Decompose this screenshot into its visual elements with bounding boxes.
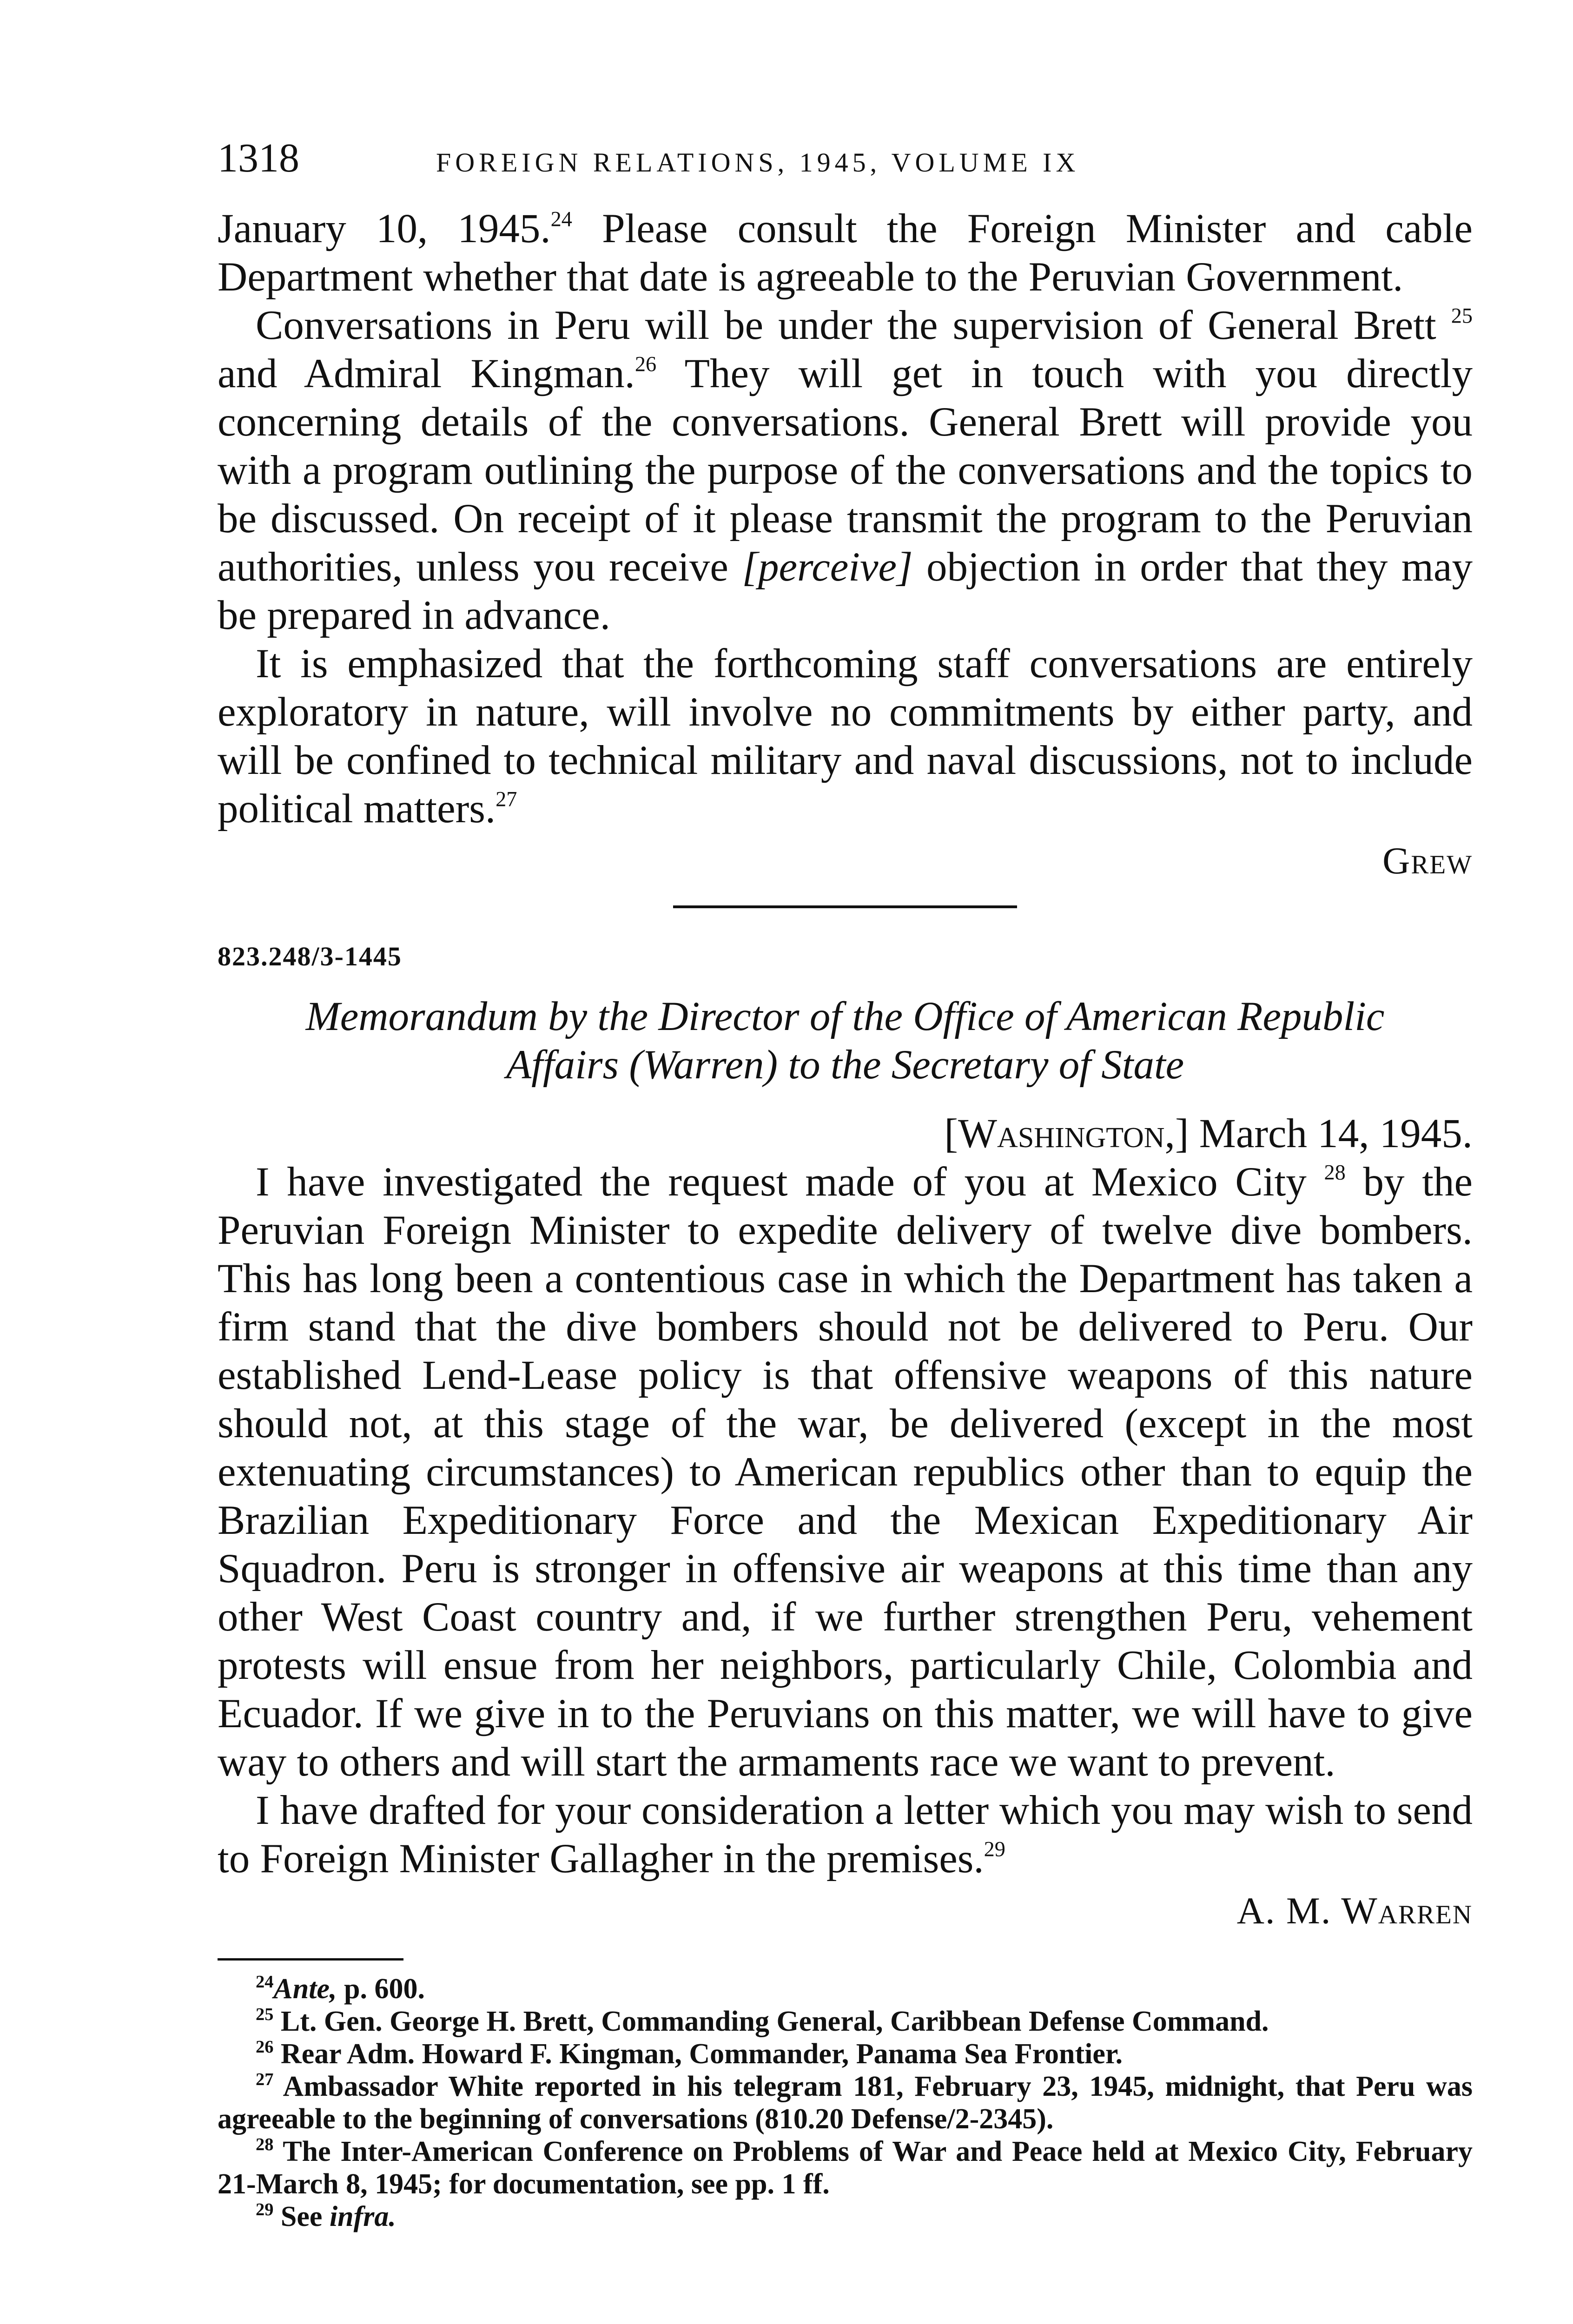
text-run: I have drafted for your consideration a letter which you may wish to send to Foreign Minister Gallagher in the premises. xyxy=(218,1788,1473,1882)
title-line-1: Memorandum by the Director of the Office of American Republic xyxy=(305,994,1385,1039)
footnote-25 xyxy=(218,2005,1473,2038)
text-run: and Admiral Kingman. xyxy=(218,351,635,396)
file-number: 823.248/3-1445 xyxy=(218,941,402,971)
document-title xyxy=(218,992,1473,1089)
footnote-24 xyxy=(218,1973,1473,2005)
memo-paragraph-1 xyxy=(218,1158,1473,1786)
footnote-italic: Ante, xyxy=(273,1973,337,2005)
footnote-ref: 26 xyxy=(634,352,657,376)
footnote-ref: 29 xyxy=(984,1837,1005,1862)
footnote-text: Ambassador White reported in his telegram 181, February 23, 1945, midnight, that Peru was agreeable to the beginning of conversations (810.20 Defense/2-2345). xyxy=(218,2071,1473,2135)
footnote-27 xyxy=(218,2070,1473,2135)
footnote-number: 27 xyxy=(256,2069,274,2089)
memorandum-body xyxy=(218,1158,1473,1883)
text-run: It is emphasized that the forthcoming staff conversations are entirely exploratory in nature, will involve no commitments by either party, and will be confined to technical military and naval discussions, not to include political matters. xyxy=(218,641,1473,832)
footnote-text: See xyxy=(280,2201,330,2232)
footnote-ref: 24 xyxy=(550,207,572,231)
signature-grew: Grew xyxy=(1382,839,1473,882)
dateline-place: [Washington,] xyxy=(944,1111,1189,1156)
telegram-paragraph-1 xyxy=(218,205,1473,301)
text-run: by the Peruvian Foreign Minister to expedite delivery of twelve dive bombers. This has long been a contentious case in which the Department has taken a firm stand that the dive bombers should not be delivered to Peru. Our established Lend-Lease policy is that offensive weapons of this nature should not, at this stage of the war, be delivered (except in the most extenuating circumstances) to American republics other than to equip the Brazilian Expeditionary Force and the Mexican Expeditionary Air Squadron. Peru is stronger in offensive air weapons at this time than any other West Coast country and, if we further strengthen Peru, vehement protests will ensue from her neighbors, particularly Chile, Colombia and Ecuador. If we give in to the Peruvians on this matter, we will have to give way to others and will start the armaments race we want to prevent. xyxy=(218,1159,1473,1785)
text-run: I have investigated the request made of you at Mexico City xyxy=(256,1159,1324,1205)
footnote-number: 24 xyxy=(256,1972,274,1992)
footnote-text: The Inter-American Conference on Problems of War and Peace held at Mexico City, February 21-March 8, 1945; for documentation, see pp. 1 ff. xyxy=(218,2136,1473,2200)
telegram-body xyxy=(218,205,1473,833)
telegram-paragraph-2 xyxy=(218,301,1473,640)
footnote-text: p. 600. xyxy=(337,1973,425,2005)
footnote-26 xyxy=(218,2038,1473,2070)
dateline-date: March 14, 1945. xyxy=(1189,1111,1473,1156)
text-run: They will get in touch with you directly concerning details of the conversations. General Brett will provide you with a program outlining the purpose of the conversations and the topics to be discussed. On receipt of it please transmit the program to the Peruvian authorities, unless you receive xyxy=(218,351,1473,590)
footnotes xyxy=(218,1973,1473,2233)
footnote-number: 28 xyxy=(256,2134,274,2154)
telegram-paragraph-3 xyxy=(218,640,1473,833)
footnote-rule xyxy=(218,1958,403,1961)
footnote-number: 25 xyxy=(256,2004,274,2024)
running-title: FOREIGN RELATIONS, 1945, VOLUME IX xyxy=(436,147,1080,178)
footnote-28 xyxy=(218,2135,1473,2200)
text-run: objection in order that they may be prepared in advance. xyxy=(218,544,1473,638)
footnote-ref: 28 xyxy=(1324,1161,1346,1185)
text-run: Please consult the Foreign Minister and cable Department whether that date is agreeable to the Peruvian Government. xyxy=(218,206,1473,300)
document-page xyxy=(218,135,1473,2233)
footnote-text: Lt. Gen. George H. Brett, Commanding General, Caribbean Defense Command. xyxy=(280,2006,1269,2037)
section-divider xyxy=(673,905,1017,908)
text-run: Conversations in Peru will be under the supervision of General Brett xyxy=(256,303,1451,348)
running-head xyxy=(218,135,1473,205)
memo-paragraph-2 xyxy=(218,1786,1473,1883)
footnote-text: Rear Adm. Howard F. Kingman, Commander, Panama Sea Frontier. xyxy=(280,2038,1123,2070)
footnote-ref: 27 xyxy=(496,787,517,812)
footnote-italic: infra. xyxy=(329,2201,396,2232)
footnote-number: 29 xyxy=(256,2199,274,2219)
signature-warren: A. M. Warren xyxy=(1236,1889,1473,1932)
editorial-insertion: [perceive] xyxy=(742,544,913,590)
footnote-number: 26 xyxy=(256,2037,274,2057)
text-run: January 10, 1945. xyxy=(218,206,551,251)
page-number: 1318 xyxy=(218,136,299,181)
footnote-ref: 25 xyxy=(1451,304,1473,328)
footnote-29 xyxy=(218,2200,1473,2233)
title-line-2: Affairs (Warren) to the Secretary of State xyxy=(506,1042,1184,1088)
dateline xyxy=(218,1109,1473,1158)
